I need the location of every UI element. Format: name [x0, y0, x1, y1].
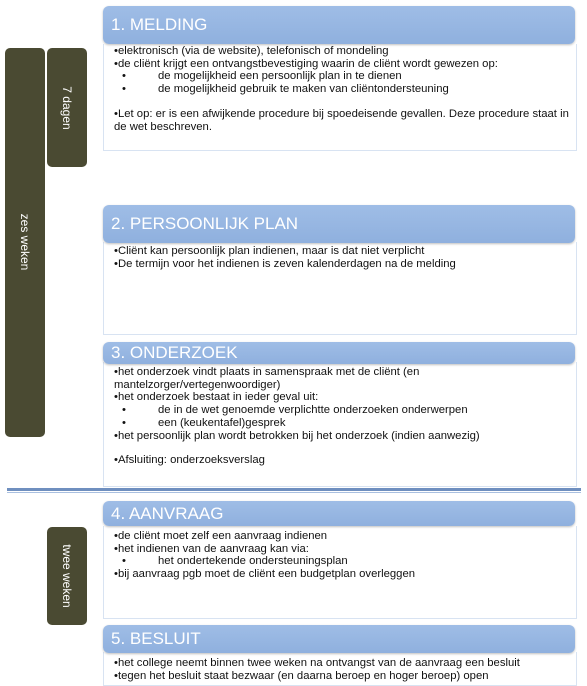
section-5-body [114, 657, 572, 682]
section-1-line: •de cliënt krijgt een ontvangstbevestiging waarin de cliënt wordt gewezen op: [114, 57, 498, 70]
section-3-line: •het persoonlijk plan wordt betrokken bij het onderzoek (indien aanwezig) [114, 429, 480, 442]
section-3-note: •Afsluiting: onderzoeksverslag [114, 454, 265, 467]
timeline-label-7-dagen: 7 dagen [60, 86, 74, 130]
phase-separator-highlight [7, 492, 581, 493]
section-3-body [114, 366, 572, 467]
section-5-line: •tegen het besluit staat bezwaar (en daarna beroep en hoger beroep) open [114, 669, 489, 682]
section-1-subitem: • de mogelijkheid een persoonlijk plan in te dienen [122, 70, 402, 83]
section-1-body [114, 45, 572, 133]
section-1-subitem: • de mogelijkheid gebruik te maken van cliëntondersteuning [122, 83, 449, 96]
phase-separator [7, 488, 581, 491]
section-3-subitem: • een (keukentafel)gesprek [122, 416, 286, 429]
section-4-header: 4. AANVRAAG [103, 501, 575, 526]
section-1-note: •Let op: er is een afwijkende procedure bij spoedeisende gevallen. Deze procedure staat in de wet beschreven. [114, 107, 569, 133]
section-5-line: •het college neemt binnen twee weken na ontvangst van de aanvraag een besluit [114, 657, 520, 669]
section-2-line: •Cliënt kan persoonlijk plan indienen, maar is dat niet verplicht [114, 245, 425, 257]
section-4-subitem: • het ondertekende ondersteuningsplan [122, 555, 348, 568]
section-3-subitem: • de in de wet genoemde verplichtte onderzoeken onderwerpen [122, 404, 468, 417]
timeline-label-twee-weken: twee weken [60, 544, 74, 608]
section-4-line: •de cliënt moet zelf een aanvraag indienen [114, 530, 328, 542]
section-4-line: •bij aanvraag pgb moet de cliënt een budgetplan overleggen [114, 568, 416, 581]
section-4-line: •het indienen van de aanvraag kan via: [114, 542, 309, 555]
section-2-line: •De termijn voor het indienen is zeven kalenderdagen na de melding [114, 257, 456, 270]
section-3-header: 3. ONDERZOEK [103, 342, 575, 364]
section-1-header: 1. MELDING [103, 6, 575, 44]
section-1-line: •elektronisch (via de website), telefonisch of mondeling [114, 45, 389, 57]
section-5-header: 5. BESLUIT [103, 625, 575, 653]
section-4-body [114, 530, 572, 581]
section-3-line: •het onderzoek bestaat in ieder geval uit: [114, 391, 319, 404]
section-2-header: 2. PERSOONLIJK PLAN [103, 205, 575, 243]
section-2-body [114, 245, 572, 270]
timeline-label-zes-weken: zes weken [18, 213, 32, 271]
section-3-line: •het onderzoek vindt plaats in samenspraak met de cliënt (en mantelzorger/vertegenwoordiger) [114, 366, 420, 391]
